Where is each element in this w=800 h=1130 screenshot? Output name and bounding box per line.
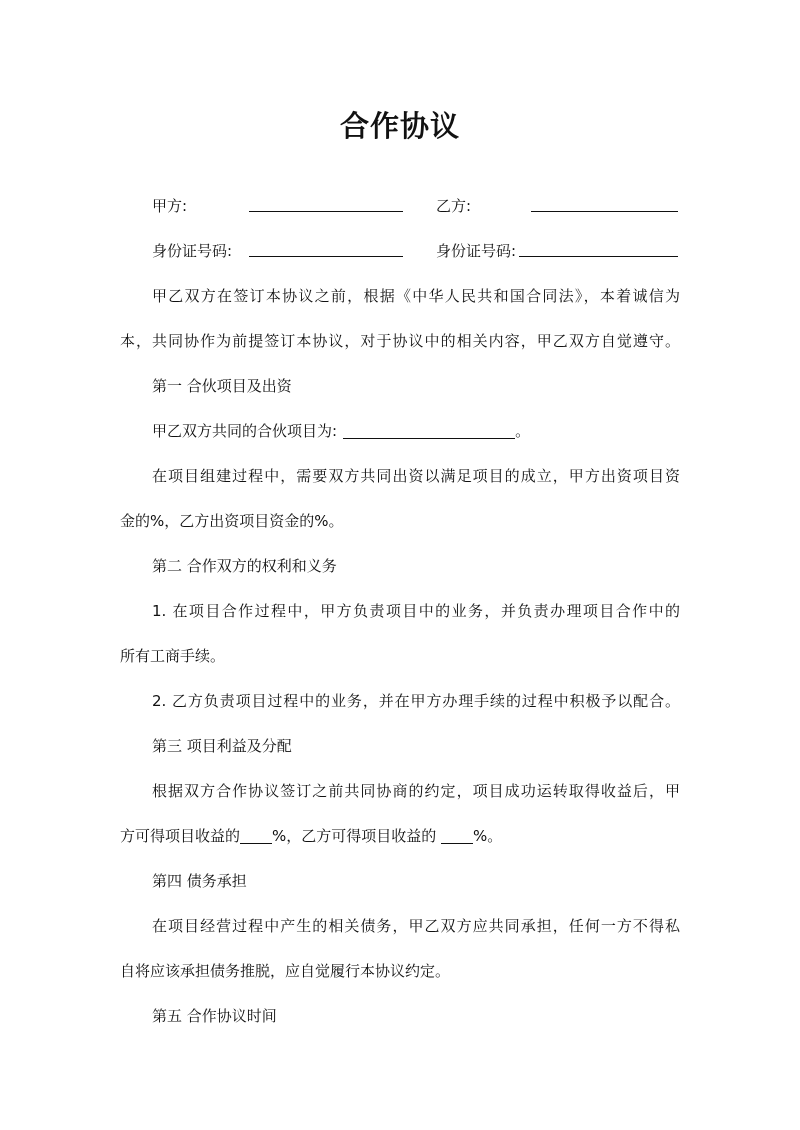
section1-project-end: 。: [515, 422, 531, 440]
section1-para-line-2: 金的%，乙方出资项目资金的%。: [120, 512, 344, 530]
section2-heading: 第二 合作双方的权利和义务: [152, 557, 337, 575]
section3-line-1: 根据双方合作协议签订之前共同协商的约定，项目成功运转取得收益后，甲: [152, 782, 680, 800]
section2-item2: 2. 乙方负责项目过程中的业务，并在甲方办理手续的过程中积极予以配合。: [152, 692, 680, 710]
party-b-id-label: 身份证号码:: [436, 242, 517, 260]
project-name-blank[interactable]: [343, 424, 515, 439]
party-a-share-blank[interactable]: [240, 829, 272, 844]
intro-line-1: 甲乙双方在签订本协议之前，根据《中华人民共和国合同法》，本着诚信为: [152, 287, 680, 305]
section3-line2-b: %，乙方可得项目收益的: [272, 827, 442, 845]
section1-para-line-1: 在项目组建过程中，需要双方共同出资以满足项目的成立，甲方出资项目资: [152, 467, 680, 485]
section2-item1-line-2: 所有工商手续。: [120, 647, 226, 665]
party-a-id-label: 身份证号码:: [152, 242, 233, 260]
section5-heading: 第五 合作协议时间: [152, 1007, 277, 1025]
section4-line-1: 在项目经营过程中产生的相关债务，甲乙双方应共同承担，任何一方不得私: [152, 917, 680, 935]
section3-line2-c: %。: [473, 827, 503, 845]
section2-item1-line-1: 1. 在项目合作过程中，甲方负责项目中的业务，并负责办理项目合作中的: [152, 602, 680, 620]
party-b-share-blank[interactable]: [441, 829, 473, 844]
party-b-name-blank[interactable]: [531, 197, 678, 212]
section1-project-label: 甲乙双方共同的合伙项目为:: [152, 422, 338, 440]
section4-heading: 第四 债务承担: [152, 872, 247, 890]
intro-line-2: 本，共同协作为前提签订本协议，对于协议中的相关内容，甲乙双方自觉遵守。: [120, 332, 680, 350]
party-a-label: 甲方:: [152, 197, 188, 215]
section3-line-2: [120, 825, 680, 846]
section3-heading: 第三 项目利益及分配: [152, 737, 292, 755]
party-a-id-blank[interactable]: [249, 242, 403, 257]
document-title: 合作协议: [339, 109, 460, 143]
party-a-name-blank[interactable]: [249, 197, 403, 212]
section1-heading: 第一 合伙项目及出资: [152, 377, 292, 395]
party-b-label: 乙方:: [436, 197, 472, 215]
section3-line2-a: 方可得项目收益的: [120, 827, 241, 845]
party-b-id-blank[interactable]: [519, 242, 678, 257]
section4-line-2: 自将应该承担债务推脱，应自觉履行本协议约定。: [120, 962, 451, 980]
section1-project-line: [152, 420, 680, 441]
